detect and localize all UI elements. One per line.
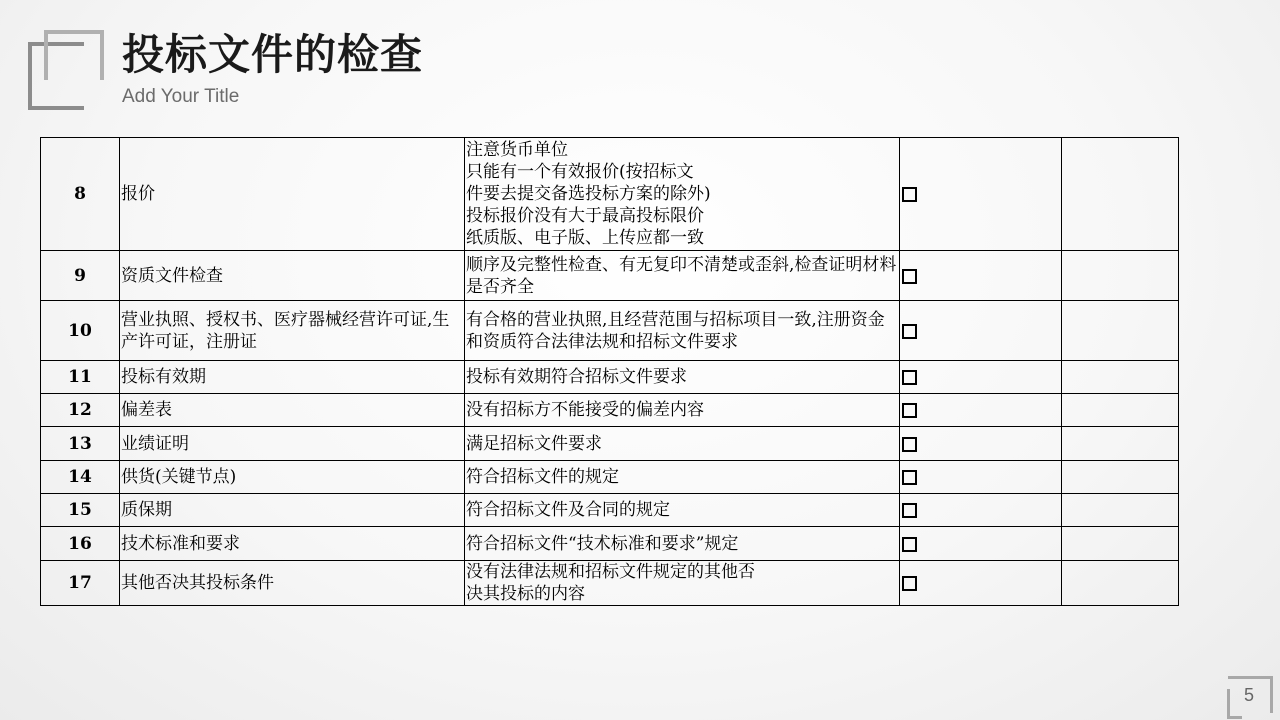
- table-row: [41, 527, 1179, 561]
- checkbox[interactable]: [902, 537, 917, 552]
- table-row: [41, 494, 1179, 527]
- check-requirement: 符合招标文件“技术标准和要求”规定: [465, 527, 900, 561]
- remark-cell[interactable]: [1062, 394, 1179, 427]
- page-title: 投标文件的检查: [122, 30, 424, 79]
- check-item: 质保期: [120, 494, 465, 527]
- checkbox[interactable]: [902, 269, 917, 284]
- bid-check-table: [40, 137, 1179, 606]
- checkbox[interactable]: [902, 403, 917, 418]
- check-status-cell: [900, 361, 1062, 394]
- check-item: 技术标准和要求: [120, 527, 465, 561]
- check-item: 投标有效期: [120, 361, 465, 394]
- remark-cell[interactable]: [1062, 561, 1179, 606]
- remark-cell[interactable]: [1062, 427, 1179, 461]
- check-status-cell: [900, 427, 1062, 461]
- check-status-cell: [900, 461, 1062, 494]
- row-number: 15: [41, 494, 120, 527]
- check-requirement: 符合招标文件的规定: [465, 461, 900, 494]
- remark-cell[interactable]: [1062, 527, 1179, 561]
- check-status-cell: [900, 494, 1062, 527]
- checkbox[interactable]: [902, 437, 917, 452]
- checkbox[interactable]: [902, 324, 917, 339]
- check-item: 供货(关键节点): [120, 461, 465, 494]
- check-item: 营业执照、授权书、医疗器械经营许可证,生产许可证，注册证: [120, 301, 465, 361]
- check-status-cell: [900, 251, 1062, 301]
- checkbox[interactable]: [902, 370, 917, 385]
- check-requirement: 注意货币单位 只能有一个有效报价(按招标文 件要去提交备选投标方案的除外) 投标报价没有大于最高投标限价 纸质版、电子版、上传应都一致: [465, 138, 900, 251]
- table-row: [41, 561, 1179, 606]
- remark-cell[interactable]: [1062, 361, 1179, 394]
- remark-cell[interactable]: [1062, 494, 1179, 527]
- check-requirement: 没有法律法规和招标文件规定的其他否 决其投标的内容: [465, 561, 900, 606]
- table-row: [41, 138, 1179, 251]
- check-requirement: 满足招标文件要求: [465, 427, 900, 461]
- checkbox[interactable]: [902, 187, 917, 202]
- check-status-cell: [900, 561, 1062, 606]
- check-status-cell: [900, 301, 1062, 361]
- row-number: 9: [41, 251, 120, 301]
- checkbox[interactable]: [902, 503, 917, 518]
- remark-cell[interactable]: [1062, 461, 1179, 494]
- table-row: [41, 461, 1179, 494]
- table-row: [41, 427, 1179, 461]
- logo-inner-bracket: [44, 30, 104, 80]
- table-row: [41, 394, 1179, 427]
- table-row: [41, 301, 1179, 361]
- check-requirement: 有合格的营业执照,且经营范围与招标项目一致,注册资金和资质符合法律法规和招标文件要求: [465, 301, 900, 361]
- page-number: 5: [1244, 685, 1255, 705]
- check-item: 偏差表: [120, 394, 465, 427]
- row-number: 8: [41, 138, 120, 251]
- check-item: 资质文件检查: [120, 251, 465, 301]
- checkbox[interactable]: [902, 470, 917, 485]
- check-item: 报价: [120, 138, 465, 251]
- remark-cell[interactable]: [1062, 301, 1179, 361]
- row-number: 11: [41, 361, 120, 394]
- row-number: 12: [41, 394, 120, 427]
- page-number-corner: [1227, 689, 1242, 719]
- remark-cell[interactable]: [1062, 138, 1179, 251]
- row-number: 13: [41, 427, 120, 461]
- logo-bracket-icon: [28, 30, 100, 104]
- table-row: [41, 361, 1179, 394]
- check-status-cell: [900, 138, 1062, 251]
- check-item: 其他否决其投标条件: [120, 561, 465, 606]
- row-number: 14: [41, 461, 120, 494]
- table-row: [41, 251, 1179, 301]
- check-item: 业绩证明: [120, 427, 465, 461]
- row-number: 17: [41, 561, 120, 606]
- check-requirement: 顺序及完整性检查、有无复印不清楚或歪斜,检查证明材料是否齐全: [465, 251, 900, 301]
- remark-cell[interactable]: [1062, 251, 1179, 301]
- check-requirement: 没有招标方不能接受的偏差内容: [465, 394, 900, 427]
- row-number: 10: [41, 301, 120, 361]
- check-status-cell: [900, 527, 1062, 561]
- page-subtitle: Add Your Title: [122, 86, 240, 107]
- check-requirement: 投标有效期符合招标文件要求: [465, 361, 900, 394]
- checkbox[interactable]: [902, 576, 917, 591]
- check-requirement: 符合招标文件及合同的规定: [465, 494, 900, 527]
- row-number: 16: [41, 527, 120, 561]
- check-status-cell: [900, 394, 1062, 427]
